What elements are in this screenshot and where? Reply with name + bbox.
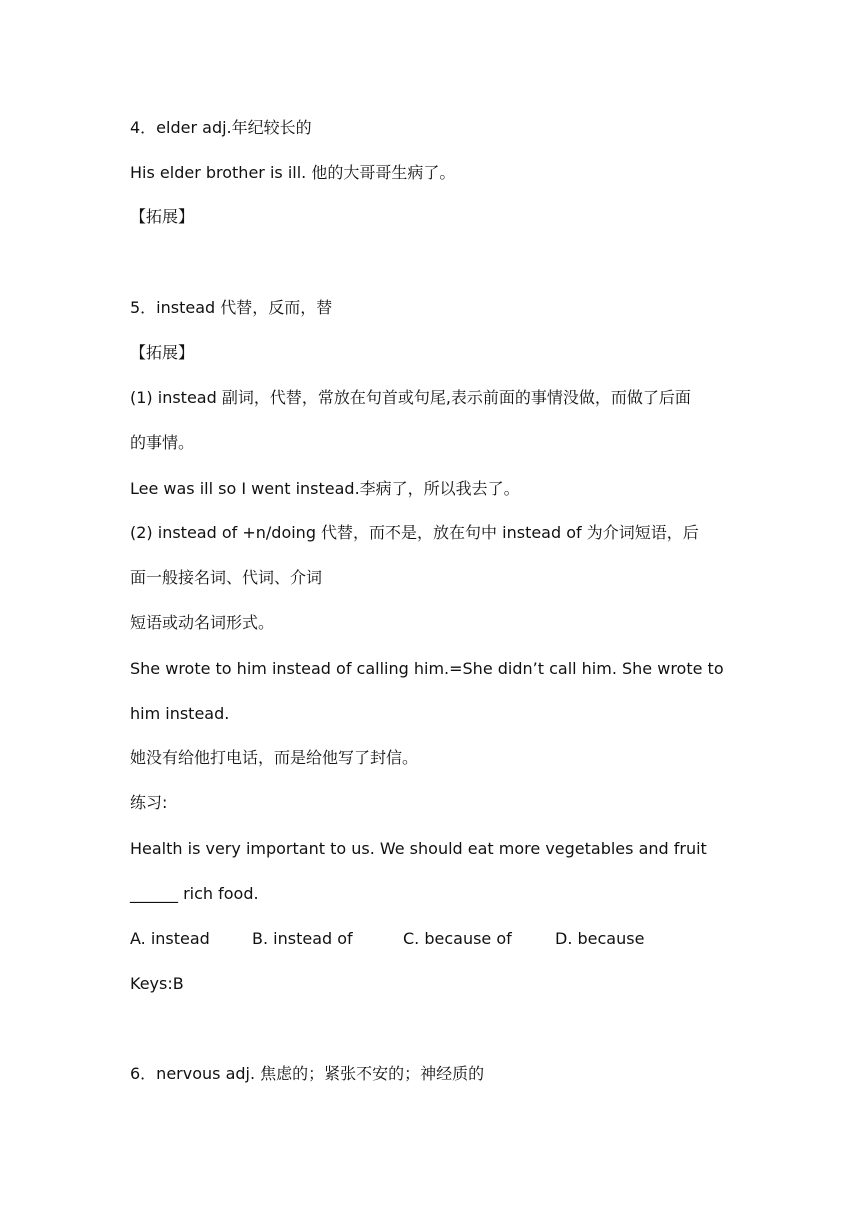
item5-point2-example-line1: She wrote to him instead of calling him.=She didn’t call him. She wrote to (130, 659, 724, 678)
item5-heading: 5．instead 代替，反而，替 (130, 298, 333, 317)
item5-point1-line1: (1) instead 副词，代替，常放在句首或句尾,表示前面的事情没做，而做了后面 (130, 388, 691, 407)
answer-keys: Keys:B (130, 974, 184, 993)
practice-label: 练习: (130, 793, 168, 812)
answer-options (130, 929, 644, 949)
option-a: A. instead (130, 929, 210, 948)
question-line2: ______ rich food. (130, 884, 259, 903)
item4-example: His elder brother is ill. 他的大哥哥生病了。 (130, 163, 456, 182)
option-b: B. instead of (252, 929, 353, 948)
option-c: C. because of (403, 929, 512, 948)
item5-point2-example-line2: him instead. (130, 704, 230, 723)
item5-point2-line1: (2) instead of +n/doing 代替，而不是，放在句中 instead of 为介词短语，后 (130, 523, 699, 542)
item5-point2-line2: 面一般接名词、代词、介词 (130, 568, 323, 587)
item5-extension-label: 【拓展】 (130, 343, 195, 362)
item5-point2-line3: 短语或动名词形式。 (130, 613, 275, 632)
item5-point2-translation: 她没有给他打电话，而是给他写了封信。 (130, 748, 419, 767)
item4-extension-label: 【拓展】 (130, 207, 195, 226)
item5-point1-example: Lee was ill so I went instead.李病了，所以我去了。 (130, 479, 520, 498)
item6-heading: 6．nervous adj. 焦虑的；紧张不安的；神经质的 (130, 1064, 485, 1083)
item4-heading: 4．elder adj.年纪较长的 (130, 118, 312, 137)
option-d: D. because (555, 929, 645, 948)
item5-point1-line2: 的事情。 (130, 433, 195, 452)
question-line1: Health is very important to us. We should eat more vegetables and fruit (130, 839, 707, 858)
